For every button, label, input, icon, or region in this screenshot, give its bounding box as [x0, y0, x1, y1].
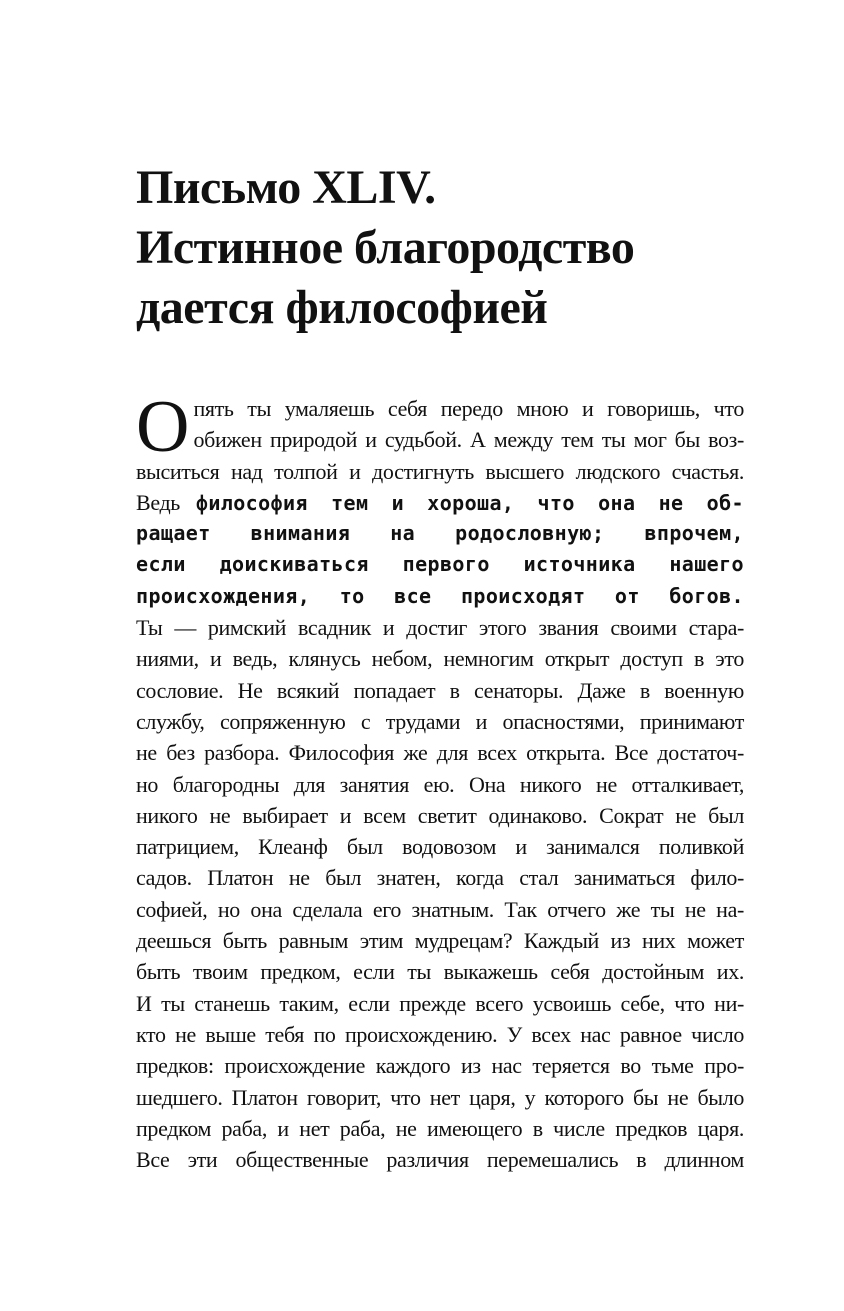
- text-line: Ты — римский всадник и достиг этого звания своими стара-: [136, 615, 744, 641]
- text-line: кто не выше тебя по происхождению. У всех нас равное число: [136, 1021, 744, 1047]
- text-line: Все эти общественные различия перемешались в длинном: [136, 1147, 744, 1173]
- text-line-mixed: [136, 487, 744, 518]
- text-line: обижен природой и судьбой. А между тем ты мог бы воз-: [193, 427, 744, 453]
- text-line: ниями, и ведь, клянусь небом, немногим открыт доступ в это: [136, 646, 744, 672]
- text-line: патрицием, Клеанф был водовозом и занимался поливкой: [136, 834, 744, 860]
- text-line: предком раба, и нет раба, не имеющего в числе предков царя.: [136, 1115, 744, 1141]
- body-text: [136, 386, 744, 1175]
- text-line: деешься быть равным этим мудрецам? Каждый из них может: [136, 928, 744, 954]
- text-line: предков: происхождение каждого из нас теряется во тьме про-: [136, 1053, 744, 1079]
- text-line: быть твоим предком, если ты выкажешь себя достойным их.: [136, 959, 744, 985]
- emphasis-run: философия тем и хороша, что она не об-: [195, 490, 744, 515]
- text-line: садов. Платон не был знатен, когда стал заниматься фило-: [136, 865, 744, 891]
- title-line-1: Письмо XLIV.: [136, 161, 436, 214]
- text-line: шедшего. Платон говорит, что нет царя, у которого бы не было: [136, 1084, 744, 1110]
- text-line: софией, но она сделала его знатным. Так отчего же ты не на-: [136, 896, 744, 922]
- drop-cap: О: [136, 386, 190, 468]
- title-line-3: дается философией: [136, 281, 548, 334]
- text-line: службу, сопряженную с трудами и опасностями, принимают: [136, 708, 744, 734]
- title-line-2: Истинное благородство: [136, 221, 635, 274]
- text-line: но благородны для занятия ею. Она никого не отталкивает,: [136, 771, 744, 797]
- text-line: выситься над толпой и достигнуть высшего людского счастья.: [136, 458, 744, 484]
- emphasis-line: ращает внимания на родословную; впрочем,: [136, 521, 744, 546]
- text-line: пять ты умаляешь себя передо мною и говоришь, что: [193, 396, 744, 421]
- emphasis-line: если доискиваться первого источника нашего: [136, 552, 744, 577]
- text-line: никого не выбирает и всем светит одинаково. Сократ не был: [136, 802, 744, 828]
- text-run: Ведь: [136, 489, 180, 515]
- text-line: сословие. Не всякий попадает в сенаторы. Даже в военную: [136, 677, 744, 703]
- text-line: не без разбора. Философия же для всех открыта. Все достаточ-: [136, 740, 744, 766]
- chapter-title: [136, 158, 634, 338]
- text-line: И ты станешь таким, если прежде всего усвоишь себе, что ни-: [136, 990, 744, 1016]
- emphasis-line: происхождения, то все происходят от богов.: [136, 583, 744, 608]
